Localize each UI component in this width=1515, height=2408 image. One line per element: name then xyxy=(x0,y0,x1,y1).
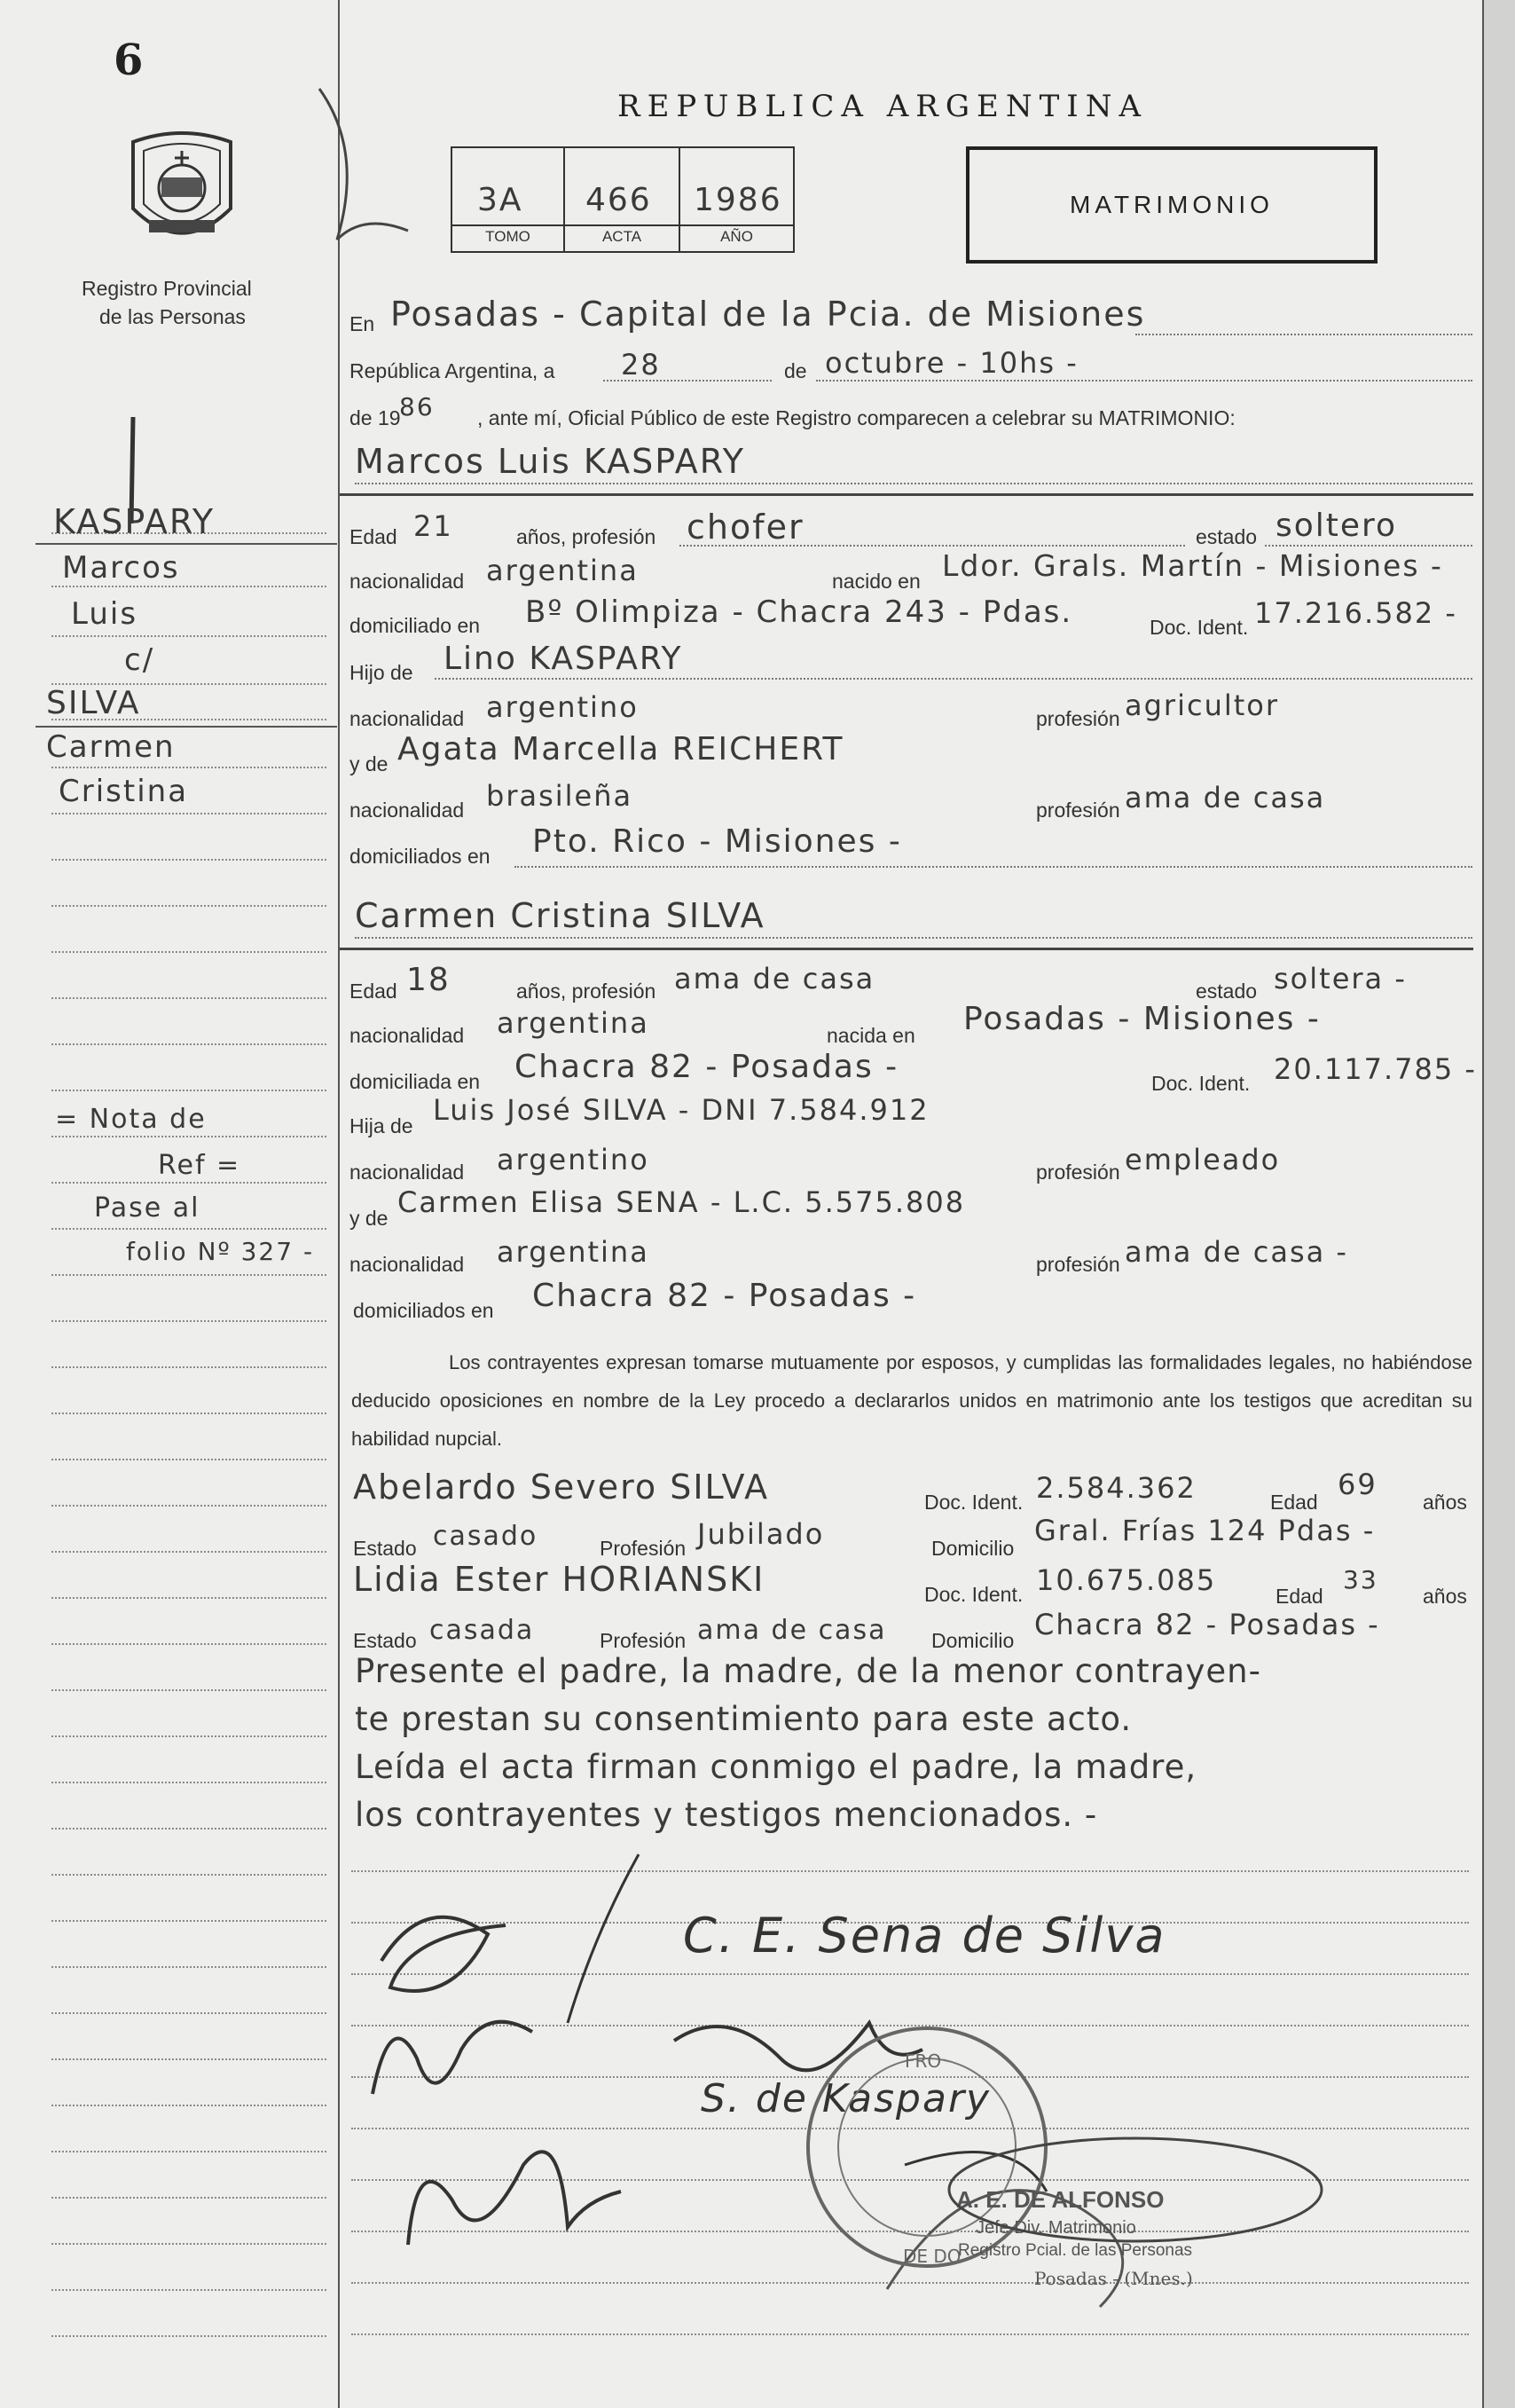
bride-padres-dom-label: domiciliados en xyxy=(353,1299,494,1322)
label-en: En xyxy=(349,312,375,335)
note-line-4: los contrayentes y testigos mencionados. - xyxy=(355,1796,1098,1834)
witness2-doc: 10.675.085 xyxy=(1036,1563,1217,1597)
groom-padres-dom-label: domiciliados en xyxy=(349,845,491,868)
groom-madre-nac-label: nacionalidad xyxy=(349,799,465,822)
bride-padre: Luis José SILVA - DNI 7.584.912 xyxy=(433,1093,930,1127)
witness2-edad-label: Edad xyxy=(1276,1585,1323,1608)
margin-note-3: Pase al xyxy=(94,1192,200,1224)
record-box xyxy=(451,146,795,253)
margin-note-1: = Nota de xyxy=(55,1104,207,1135)
groom-profesion: chofer xyxy=(687,508,805,547)
witness1-edad: 69 xyxy=(1338,1468,1378,1501)
bride-profesion: ama de casa xyxy=(674,962,875,995)
groom-padre-prof: agricultor xyxy=(1125,689,1280,722)
acta-value: 466 xyxy=(585,182,652,218)
bride-madre: Carmen Elisa SENA - L.C. 5.575.808 xyxy=(397,1185,966,1219)
groom-madre-prof-label: profesión xyxy=(1036,799,1120,822)
margin-note-4: folio Nº 327 - xyxy=(126,1237,315,1266)
province-seal-icon xyxy=(124,124,239,257)
bride-domicilio: Chacra 82 - Posadas - xyxy=(514,1049,899,1085)
groom-edad-label: Edad xyxy=(349,525,397,548)
witness1-name: Abelardo Severo SILVA xyxy=(353,1468,770,1507)
label-de: de xyxy=(784,359,807,382)
tomo-label: TOMO xyxy=(485,228,530,245)
bride-doc-label: Doc. Ident. xyxy=(1151,1072,1251,1095)
witness2-name: Lidia Ester HORIANSKI xyxy=(353,1560,765,1599)
groom-padres-dom: Pto. Rico - Misiones - xyxy=(532,823,902,860)
record-type: MATRIMONIO xyxy=(1070,191,1274,218)
label-comparecen: , ante mí, Oficial Público de este Registro comparecen a celebrar su MATRIMONIO: xyxy=(477,406,1236,429)
bride-edad-label: Edad xyxy=(349,980,397,1003)
witness2-prof-label: Profesión xyxy=(600,1629,687,1652)
bride-madre-nac: argentina xyxy=(497,1235,649,1269)
witness2-edad: 33 xyxy=(1343,1565,1378,1594)
matrimonio-box xyxy=(966,146,1378,264)
signature-2: S. de Kaspary xyxy=(701,2076,992,2121)
bride-madre-prof-label: profesión xyxy=(1036,1253,1120,1276)
bride-padres-dom: Chacra 82 - Posadas - xyxy=(532,1278,917,1314)
witness2-doc-label: Doc. Ident. xyxy=(924,1583,1024,1606)
bride-dom-label: domiciliada en xyxy=(349,1070,481,1093)
stamp-oval-icon xyxy=(940,2128,1331,2252)
bride-estado-label: estado xyxy=(1196,980,1258,1003)
anio-value: 1986 xyxy=(694,182,782,218)
witness1-estado: casado xyxy=(433,1521,538,1552)
margin-bride-surname: SILVA xyxy=(46,685,141,721)
bride-nacida-label: nacida en xyxy=(827,1024,915,1047)
margin-bride-second: Cristina xyxy=(59,774,189,809)
margin-connector: c/ xyxy=(124,642,155,678)
anio-label: AÑO xyxy=(720,228,753,245)
svg-text:FRO: FRO xyxy=(905,2050,942,2072)
witness1-prof-label: Profesión xyxy=(600,1537,687,1560)
groom-madre: Agata Marcella REICHERT xyxy=(397,731,844,767)
witness2-profesion: ama de casa xyxy=(697,1615,887,1646)
groom-domicilio: Bº Olimpiza - Chacra 243 - Pdas. xyxy=(525,594,1073,630)
margin-scribble-icon xyxy=(310,80,417,257)
stamp-office: Registro Pcial. de las Personas xyxy=(958,2241,1193,2260)
groom-nacido-en: Ldor. Grals. Martín - Misiones - xyxy=(942,548,1443,583)
groom-padre-prof-label: profesión xyxy=(1036,707,1120,730)
bride-padre-nac: argentino xyxy=(497,1143,649,1176)
margin-groom-second: Luis xyxy=(71,596,138,632)
witness1-doc-label: Doc. Ident. xyxy=(924,1491,1024,1514)
groom-nacionalidad: argentina xyxy=(486,554,639,587)
label-de19: de 19 xyxy=(349,406,401,429)
groom-madre-nac: brasileña xyxy=(486,779,633,813)
year-fill: 86 xyxy=(399,392,435,421)
right-margin-rule xyxy=(1482,0,1484,2408)
witness2-estado: casada xyxy=(429,1615,535,1646)
groom-madre-prof: ama de casa xyxy=(1125,781,1326,814)
bride-padre-nac-label: nacionalidad xyxy=(349,1161,465,1184)
groom-madre-label: y de xyxy=(349,752,389,775)
groom-edad: 21 xyxy=(413,509,453,543)
label-republica: República Argentina, a xyxy=(349,359,555,382)
bride-nac-label: nacionalidad xyxy=(349,1024,465,1047)
witness1-anios-label: años xyxy=(1423,1491,1467,1514)
tomo-value: 3A xyxy=(477,182,523,218)
groom-name: Marcos Luis KASPARY xyxy=(355,442,745,481)
acta-label: ACTA xyxy=(601,228,642,245)
note-line-3: Leída el acta firman conmigo el padre, la madre, xyxy=(355,1748,1197,1786)
bride-estado: soltera - xyxy=(1274,962,1407,995)
bride-name: Carmen Cristina SILVA xyxy=(355,896,765,935)
registry-line2: de las Personas xyxy=(99,305,246,328)
bride-madre-nac-label: nacionalidad xyxy=(349,1253,465,1276)
groom-anios-label: años, profesión xyxy=(516,525,656,548)
witness1-doc: 2.584.362 xyxy=(1036,1471,1197,1505)
witness1-domicilio: Gral. Frías 124 Pdas - xyxy=(1034,1514,1376,1547)
stamp-title: Jefe Div. Matrimonio xyxy=(976,2218,1136,2238)
groom-doc: 17.216.582 - xyxy=(1254,596,1457,630)
bride-hija-label: Hija de xyxy=(349,1114,413,1137)
svg-text:DE DO: DE DO xyxy=(903,2246,962,2267)
bride-nacionalidad: argentina xyxy=(497,1006,649,1040)
bride-madre-prof: ama de casa - xyxy=(1125,1235,1348,1269)
stamp-name: A. E. DE ALFONSO xyxy=(956,2186,1165,2213)
country-title: REPUBLICA ARGENTINA xyxy=(617,89,1149,124)
groom-estado-label: estado xyxy=(1196,525,1258,548)
witness2-domicilio: Chacra 82 - Posadas - xyxy=(1034,1608,1380,1641)
bride-edad: 18 xyxy=(406,962,451,998)
left-margin-rule xyxy=(338,0,340,2408)
note-line-1: Presente el padre, la madre, de la menor contrayen- xyxy=(355,1652,1261,1690)
place-fill: Posadas - Capital de la Pcia. de Misiones xyxy=(390,295,1146,334)
groom-estado: soltero xyxy=(1276,508,1398,544)
margin-bride-first: Carmen xyxy=(46,729,176,765)
month-fill: octubre - 10hs - xyxy=(825,346,1079,380)
groom-padre-nac: argentino xyxy=(486,690,639,724)
margin-note-2: Ref = xyxy=(158,1150,241,1181)
witness2-estado-label: Estado xyxy=(353,1629,417,1652)
margin-groom-first: Marcos xyxy=(62,550,180,586)
registry-line1: Registro Provincial xyxy=(82,277,252,300)
groom-nac-label: nacionalidad xyxy=(349,570,465,593)
signature-1: C. E. Sena de Silva xyxy=(683,1908,1166,1963)
bride-padre-prof: empleado xyxy=(1125,1143,1281,1176)
bride-separator xyxy=(340,948,1473,950)
groom-doc-label: Doc. Ident. xyxy=(1150,616,1249,639)
day-fill: 28 xyxy=(621,348,661,382)
margin-groom-surname: KASPARY xyxy=(53,502,216,541)
witness1-edad-label: Edad xyxy=(1270,1491,1318,1514)
groom-dom-label: domiciliado en xyxy=(349,614,481,637)
groom-padre: Lino KASPARY xyxy=(444,641,683,677)
bride-madre-label: y de xyxy=(349,1207,389,1230)
witness2-anios-label: años xyxy=(1423,1585,1467,1608)
bride-doc: 20.117.785 - xyxy=(1274,1052,1477,1086)
groom-hijo-label: Hijo de xyxy=(349,661,413,684)
bride-nacida-en: Posadas - Misiones - xyxy=(963,1001,1321,1037)
witness1-profesion: Jubilado xyxy=(697,1517,825,1551)
bride-padre-prof-label: profesión xyxy=(1036,1161,1120,1184)
page-number: 6 xyxy=(114,35,144,85)
groom-nacido-label: nacido en xyxy=(832,570,921,593)
bride-anios-label: años, profesión xyxy=(516,980,656,1003)
note-line-2: te prestan su consentimiento para este acto. xyxy=(355,1700,1133,1738)
stamp-city: Posadas - (Mnes.) xyxy=(1034,2268,1193,2289)
groom-separator xyxy=(340,493,1473,496)
witness1-dom-label: Domicilio xyxy=(931,1537,1015,1560)
witness1-estado-label: Estado xyxy=(353,1537,417,1560)
witness2-dom-label: Domicilio xyxy=(931,1629,1015,1652)
groom-padre-nac-label: nacionalidad xyxy=(349,707,465,730)
declaration-paragraph: Los contrayentes expresan tomarse mutuamente por esposos, y cumplidas las formalidades legales, no habiéndose deducido oposiciones en nombre de la Ley procedo a declararlos unidos en matrimonio ante los testigos que acreditan su habilidad nupcial. xyxy=(351,1351,1472,1450)
